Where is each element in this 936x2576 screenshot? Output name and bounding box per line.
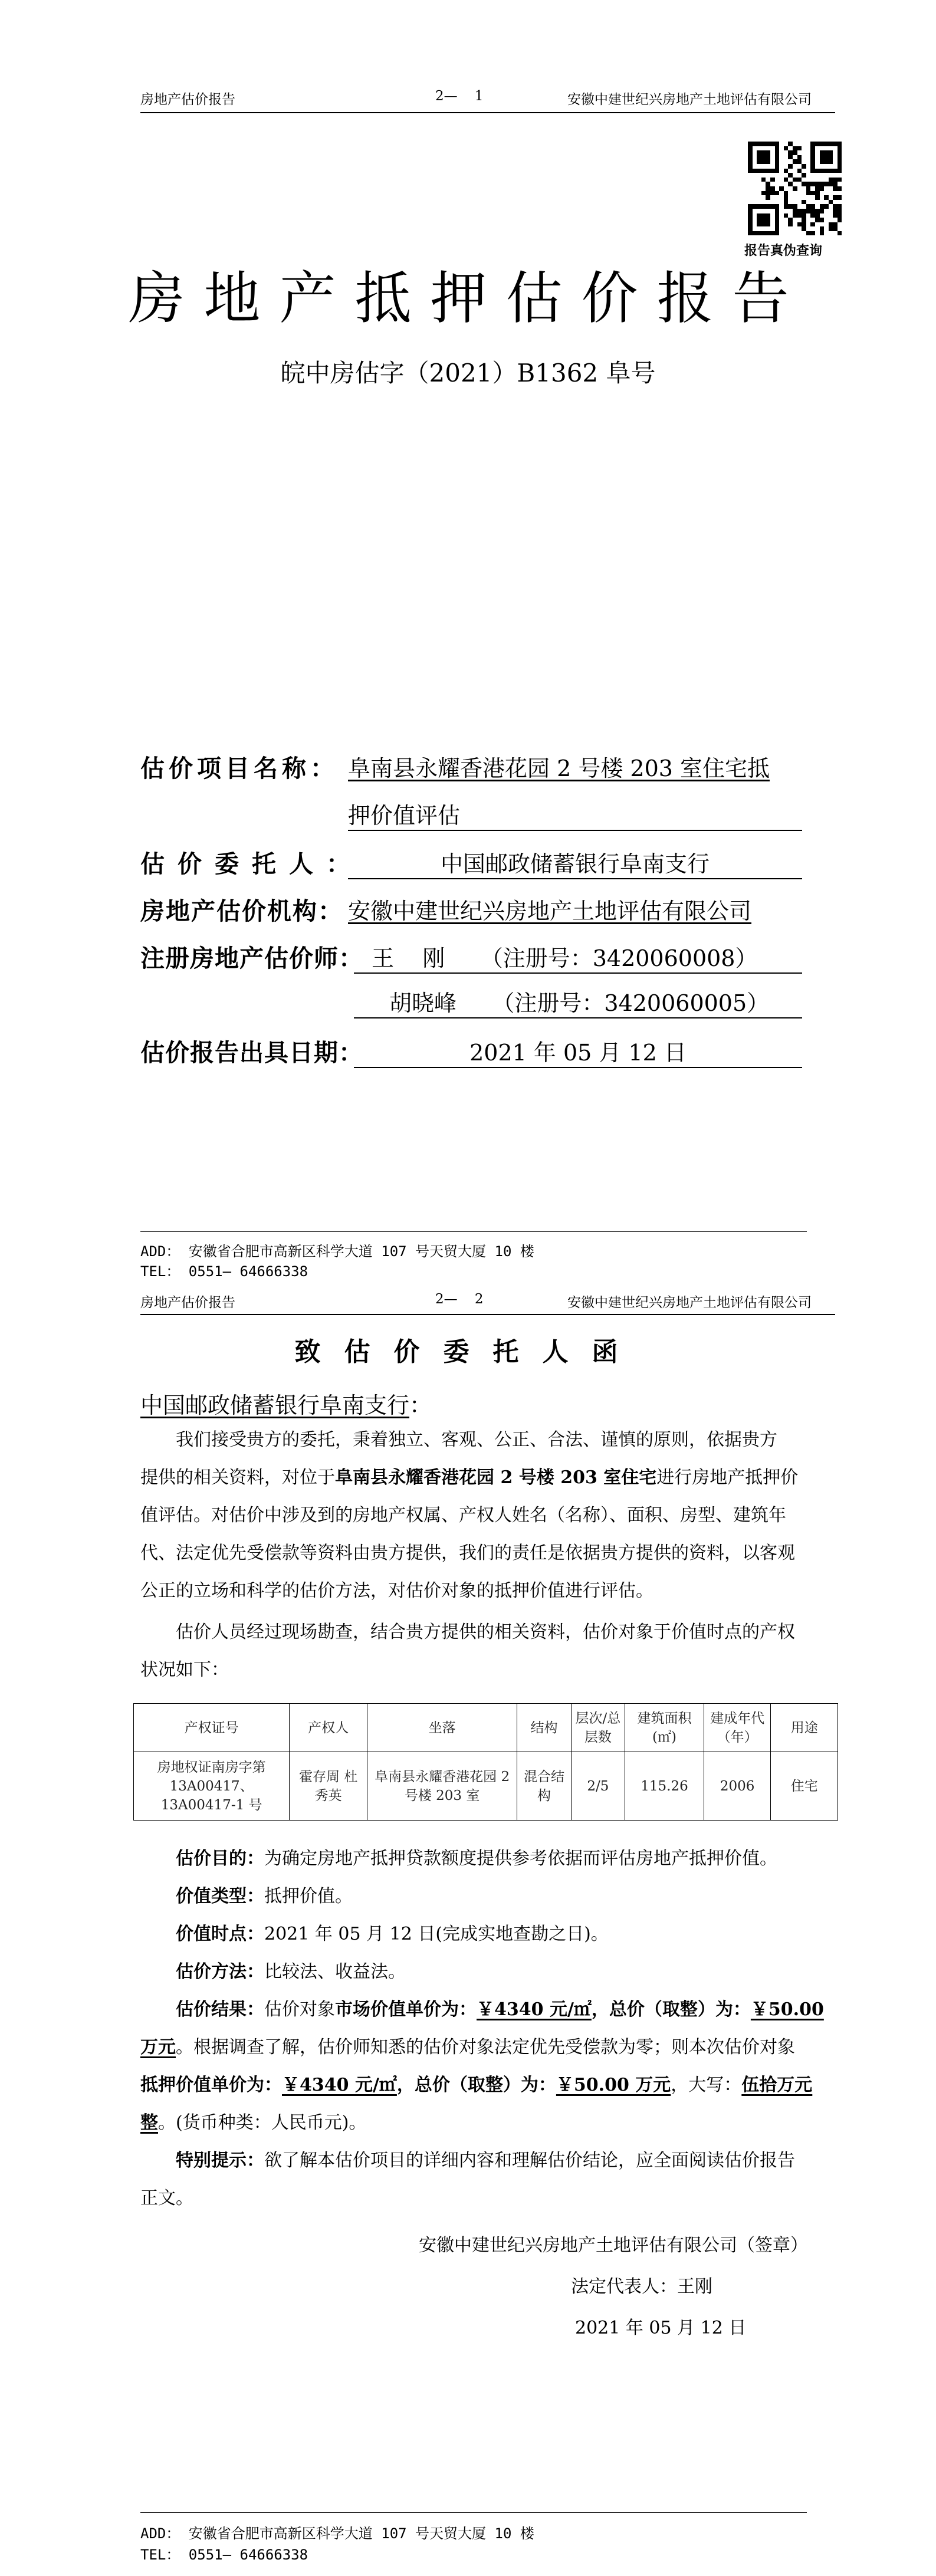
addressee-name: 中国邮政储蓄银行阜南支行 [140, 1392, 410, 1418]
client-label: 估价委托人： [140, 850, 363, 878]
project-name-value: 阜南县永耀香港花园 2 号楼 203 室住宅抵 [348, 755, 770, 781]
header-rule [140, 1314, 835, 1315]
addressee [140, 1387, 432, 1420]
table-cell: 房地权证南房字第13A00417、13A00417-1 号 [134, 1752, 290, 1821]
table-cell: 霍存周 杜秀英 [290, 1752, 367, 1821]
footer-rule [140, 2512, 807, 2513]
result-line3: 抵押价值单价为：￥4340 元/㎡，总价（取整）为：￥50.00 万元，大写：伍拾万元 [140, 2075, 813, 2095]
signature-company: 安徽中建世纪兴房地产土地评估有限公司（签章） [419, 2235, 808, 2256]
report-number: 皖中房估字（2021）B1362 阜号 [280, 359, 656, 387]
value-time-line: 价值时点：2021 年 05 月 12 日(完成实地查勘之日)。 [176, 1924, 609, 1944]
letter-body [140, 1421, 836, 1689]
table-header-cell: 建成年代（年） [704, 1704, 771, 1752]
table-cell: 混合结构 [517, 1752, 571, 1821]
qr-caption: 报告真伪查询 [744, 243, 823, 258]
para1-line5: 公正的立场和科学的估价方法，对估价对象的抵押价值进行评估。 [140, 1581, 653, 1601]
value-type-line: 价值类型：抵押价值。 [176, 1886, 353, 1907]
footer-tel: TEL： 0551— 64666338 [140, 2547, 308, 2563]
property-rights-table [133, 1703, 838, 1821]
notice-line: 特别提示：欲了解本估价项目的详细内容和理解估价结论，应全面阅读估价报告 [176, 2150, 795, 2171]
signature-representative: 法定代表人：王刚 [571, 2276, 712, 2297]
project-name-value-cont: 押价值评估 [348, 797, 802, 831]
result-line2: 万元。根据调查了解，估价师知悉的估价对象法定优先受偿款为零；则本次估价对象 [140, 2037, 795, 2058]
agency-value: 安徽中建世纪兴房地产土地评估有限公司 [348, 898, 752, 924]
footer-address: ADD： 安徽省合肥市高新区科学大道 107 号天贸大厦 10 楼 [140, 2525, 534, 2542]
para1-line1: 我们接受贵方的委托，秉着独立、客观、公正、合法、谨慎的原则，依据贵方 [176, 1430, 777, 1450]
header-page-number: 2— 2 [435, 1292, 484, 1307]
table-cell: 阜南县永耀香港花园 2 号楼 203 室 [367, 1752, 517, 1821]
table-header-row [134, 1704, 838, 1752]
table-header-cell: 产权人 [290, 1704, 367, 1752]
table-cell: 2006 [704, 1752, 771, 1821]
table-header-cell: 坐落 [367, 1704, 517, 1752]
report-date-label: 估价报告出具日期： [140, 1039, 363, 1067]
letter-details [140, 1840, 836, 2217]
table-header-cell: 建筑面积(㎡) [625, 1704, 704, 1752]
table-header-cell: 结构 [517, 1704, 571, 1752]
table-row [134, 1752, 838, 1821]
table-cell: 2/5 [571, 1752, 625, 1821]
project-name-label: 估价项目名称： [140, 754, 339, 783]
appraiser-2-value: 胡晓峰 （注册号：3420060005） [354, 985, 802, 1018]
result-line4: 整。(货币种类：人民币元)。 [140, 2112, 367, 2133]
footer-address: ADD： 安徽省合肥市高新区科学大道 107 号天贸大厦 10 楼 [140, 1243, 534, 1260]
table-header-cell: 产权证号 [134, 1704, 290, 1752]
table-header-cell: 用途 [771, 1704, 838, 1752]
appraiser-label: 注册房地产估价师： [140, 944, 363, 972]
header-right: 安徽中建世纪兴房地产土地评估有限公司 [567, 92, 812, 107]
footer-rule [140, 1231, 807, 1232]
header-rule [140, 112, 835, 113]
appraiser-1-value: 王 刚 （注册号：3420060008） [354, 940, 802, 974]
table-cell: 住宅 [771, 1752, 838, 1821]
footer-tel: TEL： 0551— 64666338 [140, 1263, 308, 1280]
purpose-line: 估价目的：为确定房地产抵押贷款额度提供参考依据而评估房地产抵押价值。 [176, 1848, 777, 1869]
result-line1: 估价结果：估价对象市场价值单价为：￥4340 元/㎡，总价（取整）为：￥50.00 [176, 1999, 824, 2020]
table-header-cell: 层次/总层数 [571, 1704, 625, 1752]
letter-title: 致估价委托人函 [294, 1337, 642, 1367]
report-title: 房地产抵押估价报告 [128, 265, 808, 331]
signature-date: 2021 年 05 月 12 日 [575, 2318, 747, 2338]
para2-line1: 估价人员经过现场勘查，结合贵方提供的相关资料，估价对象于价值时点的产权 [176, 1622, 795, 1642]
addressee-colon: ： [409, 1392, 432, 1418]
report-date-value: 2021 年 05 月 12 日 [354, 1034, 802, 1068]
header-right: 安徽中建世纪兴房地产土地评估有限公司 [567, 1295, 812, 1310]
header-page-number: 2— 1 [435, 88, 484, 104]
para1-line4: 代、法定优先受偿款等资料由贵方提供，我们的责任是依据贵方提供的资料，以客观 [140, 1543, 795, 1563]
method-line: 估价方法：比较法、收益法。 [176, 1961, 406, 1982]
notice-line2: 正文。 [140, 2188, 193, 2209]
para1-line2: 提供的相关资料，对位于阜南县永耀香港花园 2 号楼 203 室住宅进行房地产抵押价 [140, 1467, 799, 1488]
agency-label: 房地产估价机构： [140, 897, 343, 925]
header-left: 房地产估价报告 [140, 92, 235, 107]
para2-line2: 状况如下： [140, 1660, 229, 1680]
para1-line3: 值评估。对估价中涉及到的房地产权属、产权人姓名（名称）、面积、房型、建筑年 [140, 1505, 786, 1526]
qr-code-icon [748, 142, 843, 237]
table-cell: 115.26 [625, 1752, 704, 1821]
header-left: 房地产估价报告 [140, 1295, 235, 1310]
client-value: 中国邮政储蓄银行阜南支行 [348, 846, 802, 879]
